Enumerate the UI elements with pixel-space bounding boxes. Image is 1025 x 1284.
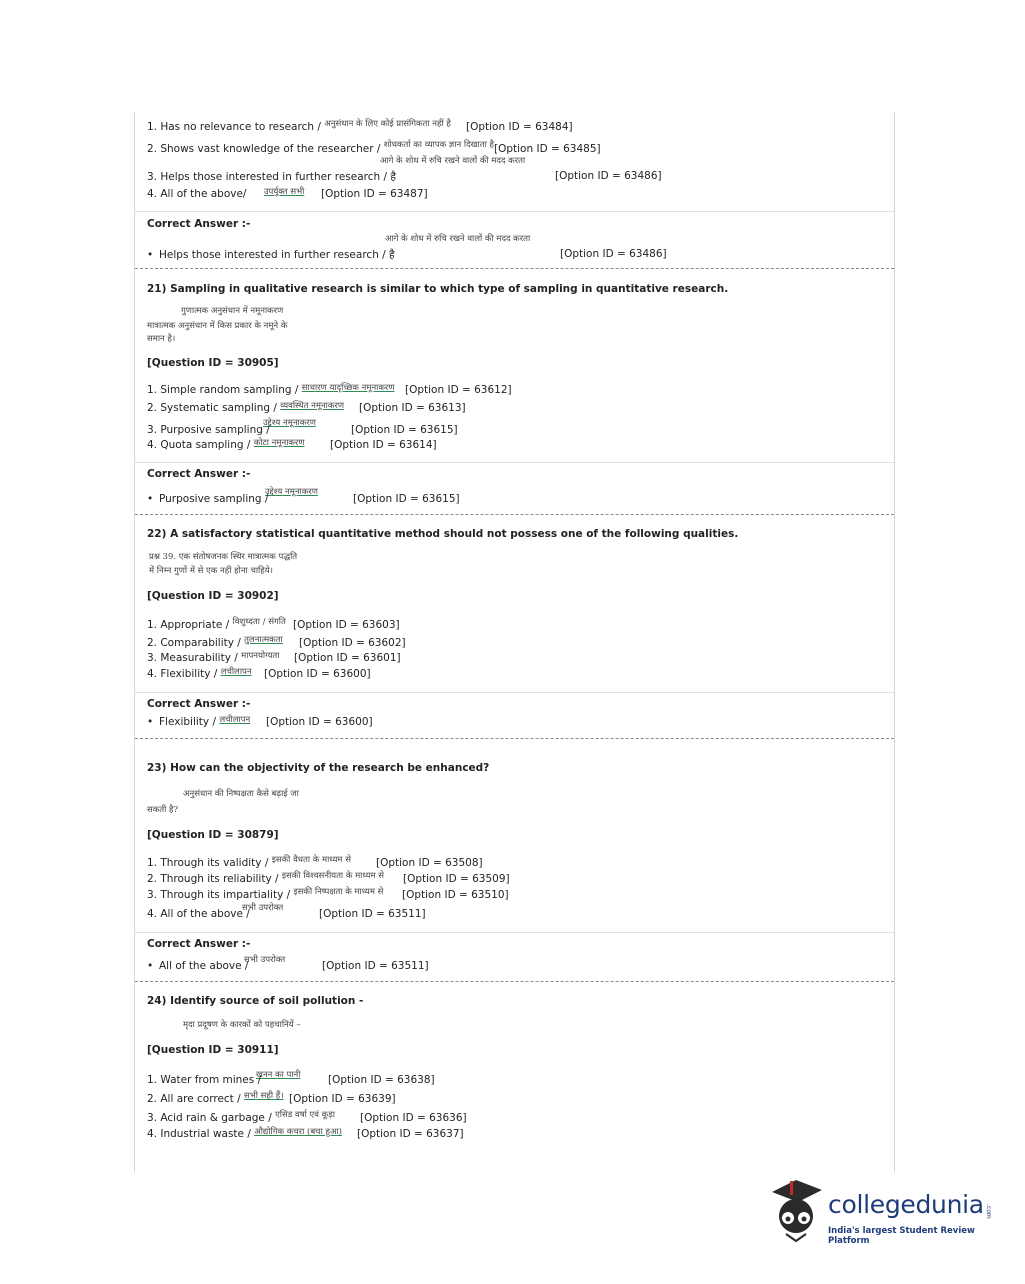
option-id: [Option ID = 63636] — [360, 1112, 467, 1124]
option-4: 4. All of the above / — [147, 908, 250, 920]
collegedunia-logo[interactable] — [766, 1178, 996, 1248]
option-id: [Option ID = 63638] — [328, 1074, 435, 1086]
option-4: 4. All of the above/ $^{उपर्युक्त सभी}$ — [147, 187, 305, 200]
question-hindi: अनुसंधान की निष्पक्षता कैसे बढ़ाई जा — [183, 789, 299, 799]
option-id: [Option ID = 63511] — [319, 908, 426, 920]
option-2: 2. Comparability / $^{तुलनात्मकता}$ — [147, 635, 283, 649]
option-id: [Option ID = 63615] — [353, 493, 460, 505]
option-3-hindi: आगे के शोध में रुचि रखने वालों की मदद करता — [380, 156, 526, 166]
option-id: [Option ID = 63486] — [555, 170, 662, 182]
option-2: 2. Shows vast knowledge of the researcher / $^{शोधकर्ता का व्यापक ज्ञान दिखाता है}$ — [147, 140, 494, 155]
question-hindi: गुणात्मक अनुसंधान में नमूनाकरण — [181, 306, 284, 316]
correct-answer: • All of the above / — [147, 960, 249, 972]
correct-answer: • Helps those interested in further research / है — [147, 249, 395, 261]
option-id: [Option ID = 63510] — [402, 889, 509, 901]
option-1: 1. Through its validity / $^{इसकी वैधता के माध्यम से}$ — [147, 855, 351, 869]
question-hindi: मृदा प्रदूषण के कारकों को पहचानियें – — [183, 1020, 301, 1030]
option-1: 1. Appropriate / $^{विशुध्दता / संगति}$ — [147, 617, 286, 631]
question-id: [Question ID = 30905] — [147, 357, 279, 369]
question-id: [Question ID = 30879] — [147, 829, 279, 841]
correct-answer: • Flexibility / $^{लचीलापन}$ — [147, 715, 251, 728]
correct-hindi: उद्देश्य नमूनाकरण — [265, 487, 318, 497]
option-id: [Option ID = 63600] — [264, 668, 371, 680]
question-title: 21) Sampling in qualitative research is similar to which type of sampling in quantitative research. — [147, 283, 729, 295]
question-title: 23) How can the objectivity of the research be enhanced? — [147, 762, 490, 774]
option-3: 3. Helps those interested in further research / है — [147, 171, 396, 183]
option-2: 2. Through its reliability / $^{इसकी विश्वसनीयता के माध्यम से}$ — [147, 871, 385, 885]
correct-answer-label: Correct Answer :- — [147, 468, 251, 480]
option-3: 3. Through its impartiality / $^{इसकी निष्पक्षता के माध्यम से}$ — [147, 887, 384, 901]
option-3-hindi: उद्देश्य नमूनाकरण — [263, 418, 316, 428]
option-id: [Option ID = 63603] — [293, 619, 400, 631]
question-hindi: प्रश्न 39. एक संतोषजनक स्थिर मात्रात्मक पद्धति — [149, 552, 298, 562]
option-id: [Option ID = 63615] — [351, 424, 458, 436]
option-id: [Option ID = 63486] — [560, 248, 667, 260]
option-id: [Option ID = 63600] — [266, 716, 373, 728]
exam-page — [134, 112, 895, 1172]
question-hindi: समान है। — [147, 334, 176, 344]
question-id: [Question ID = 30911] — [147, 1044, 279, 1056]
option-id: [Option ID = 63511] — [322, 960, 429, 972]
option-1: 1. Simple random sampling / $^{साधारण यादृच्छिक नमूनाकरण}$ — [147, 383, 395, 396]
option-1: 1. Has no relevance to research / $^{अनुसंधान के लिए कोई प्रासंगिकता नहीं है}$ — [147, 119, 451, 133]
option-4: 4. Quota sampling / $^{कोटा नमूनाकरण}$ — [147, 438, 305, 451]
option-id: [Option ID = 63508] — [376, 857, 483, 869]
option-id: [Option ID = 63484] — [466, 121, 573, 133]
option-id: [Option ID = 63487] — [321, 188, 428, 200]
correct-answer-label: Correct Answer :- — [147, 218, 251, 230]
option-id: [Option ID = 63614] — [330, 439, 437, 451]
option-4: 4. Flexibility / $^{लचीलापन}$ — [147, 667, 252, 680]
option-1-hindi: खनन का पानी — [256, 1070, 301, 1080]
question-title: 22) A satisfactory statistical quantitative method should not possess one of the following qualities. — [147, 528, 739, 540]
option-id: [Option ID = 63602] — [299, 637, 406, 649]
option-3: 3. Measurability / $^{मापनयोग्यता}$ — [147, 651, 280, 664]
option-id: [Option ID = 63639] — [289, 1093, 396, 1105]
correct-answer-label: Correct Answer :- — [147, 698, 251, 710]
question-title: 24) Identify source of soil pollution - — [147, 995, 364, 1007]
option-id: [Option ID = 63613] — [359, 402, 466, 414]
option-id: [Option ID = 63612] — [405, 384, 512, 396]
option-3: 3. Acid rain & garbage / $^{एसिड वर्षा एवं कूड़ा}$ — [147, 1110, 335, 1124]
option-id: [Option ID = 63485] — [494, 143, 601, 155]
logo-tagline: India's largest Student Review Platform — [828, 1226, 975, 1246]
option-2: 2. Systematic sampling / $^{व्यवस्थित नमूनाकरण}$ — [147, 401, 345, 414]
correct-hindi: सभी उपरोक्त — [244, 955, 286, 965]
option-id: [Option ID = 63509] — [403, 873, 510, 885]
option-2: 2. All are correct / $^{सभी सही हैं।}$ — [147, 1091, 284, 1105]
option-id: [Option ID = 63637] — [357, 1128, 464, 1140]
option-id: [Option ID = 63601] — [294, 652, 401, 664]
option-4: 4. Industrial waste / $^{औद्योगिक कचरा (बचा हुआ)}$ — [147, 1127, 342, 1140]
option-3: 3. Purposive sampling / — [147, 424, 270, 436]
question-hindi: सकती है? — [147, 805, 179, 815]
logo-tld: .com — [985, 1204, 992, 1219]
correct-answer-label: Correct Answer :- — [147, 938, 251, 950]
question-id: [Question ID = 30902] — [147, 590, 279, 602]
graduate-mascot-icon — [766, 1178, 826, 1248]
question-hindi: में निम्न गुणों में से एक नहीं होना चाहिये। — [149, 566, 273, 576]
option-1: 1. Water from mines / — [147, 1074, 262, 1086]
correct-answer: • Purposive sampling / — [147, 493, 269, 505]
logo-wordmark: collegedunia — [828, 1190, 984, 1219]
option-4-hindi: सभी उपरोक्त — [242, 903, 284, 913]
correct-hindi: आगे के शोध में रुचि रखने वालों की मदद करता — [385, 234, 531, 244]
question-hindi: मात्रात्मक अनुसंधान में किस प्रकार के नमूने के — [147, 321, 288, 331]
